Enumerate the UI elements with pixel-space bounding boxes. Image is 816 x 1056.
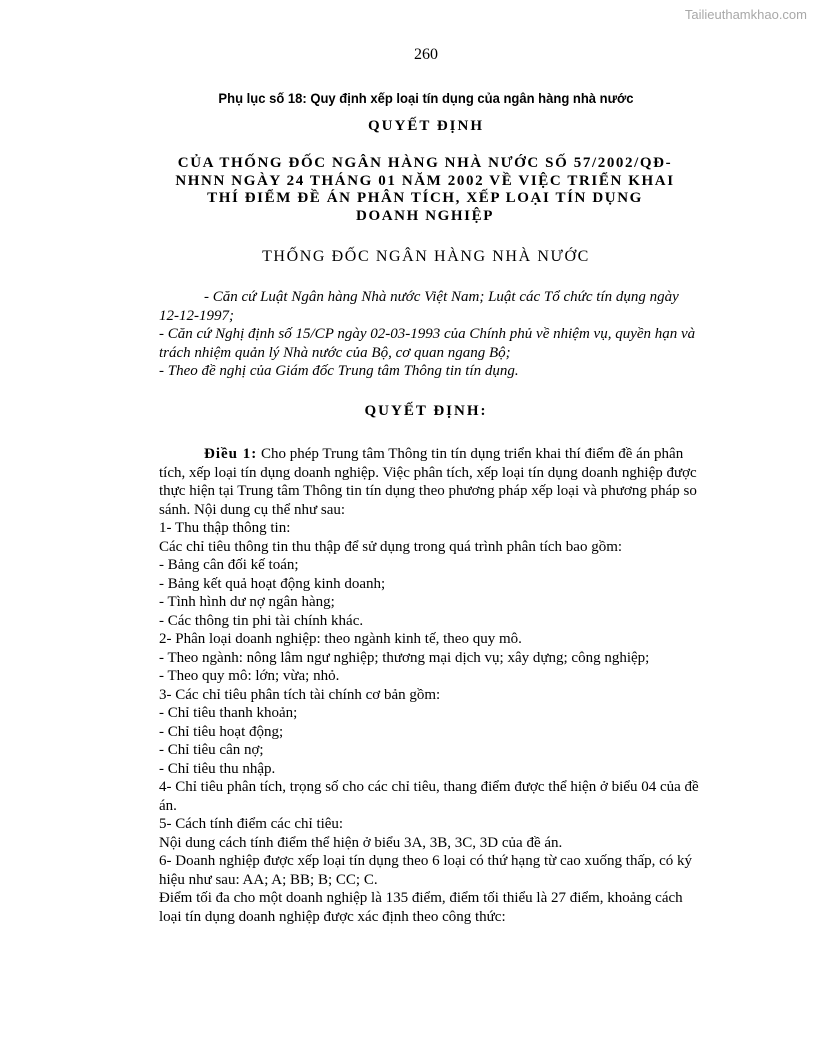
article-text: Cho phép Trung tâm Thông tin tín dụng triển khai thí điểm đề án phân tích, xếp loại tín dụng doanh nghiệp. Việc phân tích, xếp loại tín dụng doanh nghiệp được thực hiện tại Trung tâm Thông tin tín dụng theo phương pháp xếp loại và phương pháp so sánh. Nội dung cụ thể như sau: (159, 446, 697, 518)
body-line: 1- Thu thập thông tin: (159, 520, 291, 536)
preamble-clause: - Căn cứ Nghị định số 15/CP ngày 02-03-1993 của Chính phủ về nhiệm vụ, quyền hạn và trách nhiệm quản lý Nhà nước của Bộ, cơ quan ngang Bộ; (159, 326, 696, 361)
body-line: - Tình hình dư nợ ngân hàng; (159, 594, 335, 610)
body-line: 4- Chỉ tiêu phân tích, trọng số cho các chỉ tiêu, thang điểm được thể hiện ở biểu 04 của đề án. (159, 779, 699, 814)
preamble-clause: - Theo đề nghị của Giám đốc Trung tâm Thông tin tín dụng. (159, 363, 519, 379)
body-line: 3- Các chỉ tiêu phân tích tài chính cơ bản gồm: (159, 686, 441, 703)
preamble-clause: - Căn cứ Luật Ngân hàng Nhà nước Việt Nam; Luật các Tổ chức tín dụng ngày 12-12-1997; (159, 289, 679, 324)
preamble (159, 288, 699, 381)
body-line: Các chỉ tiêu thông tin thu thập để sử dụng trong quá trình phân tích bao gồm: (159, 538, 623, 555)
body-line: - Các thông tin phi tài chính khác. (159, 612, 364, 629)
page-number: 260 (414, 46, 438, 63)
body-line: Điểm tối đa cho một doanh nghiệp là 135 điểm, điểm tối thiểu là 27 điểm, khoảng cách loại tín dụng doanh nghiệp được xác định theo công thức: (159, 890, 683, 925)
title-line: NHNN NGÀY 24 THÁNG 01 NĂM 2002 VỀ VIỆC TRIỂN KHAI (175, 172, 675, 189)
body-line: 2- Phân loại doanh nghiệp: theo ngành kinh tế, theo quy mô. (159, 631, 522, 647)
article-label: Điều 1: (204, 446, 258, 462)
body-line: 5- Cách tính điểm các chỉ tiêu: (159, 816, 344, 832)
title-line: CỦA THỐNG ĐỐC NGÂN HÀNG NHÀ NƯỚC SỐ 57/2002/QĐ- (177, 155, 673, 171)
body-line: Nội dung cách tính điểm thể hiện ở biểu 3A, 3B, 3C, 3D của đề án. (159, 834, 563, 851)
document-title (155, 155, 695, 225)
body-line: - Bảng cân đối kế toán; (159, 557, 299, 573)
body-line: - Chỉ tiêu thu nhập. (159, 760, 276, 777)
body-line: - Chỉ tiêu cân nợ; (159, 742, 264, 758)
body-line: - Chỉ tiêu thanh khoản; (159, 705, 298, 721)
body-line: - Bảng kết quả hoạt động kinh doanh; (159, 575, 386, 592)
body-line: 6- Doanh nghiệp được xếp loại tín dụng theo 6 loại có thứ hạng từ cao xuống thấp, có ký hiệu như sau: AA; A; BB; B; CC; C. (159, 853, 693, 888)
title-line: DOANH NGHIỆP (356, 207, 494, 224)
title-line: THÍ ĐIỂM ĐỀ ÁN PHÂN TÍCH, XẾP LOẠI TÍN DỤNG (207, 190, 643, 206)
decision-body (159, 445, 699, 926)
appendix-title: Phụ lục số 18: Quy định xếp loại tín dụng của ngân hàng nhà nước (218, 90, 634, 106)
article-1-paragraph (159, 445, 699, 519)
watermark-text: Tailieuthamkhao.com (684, 7, 807, 22)
decision-heading-2: QUYẾT ĐỊNH: (364, 403, 488, 419)
decision-heading: QUYẾT ĐỊNH (368, 118, 484, 134)
body-line: - Chỉ tiêu hoạt động; (159, 723, 284, 740)
body-line: - Theo ngành: nông lâm ngư nghiệp; thương mại dịch vụ; xây dựng; công nghiệp; (159, 649, 650, 666)
governor-heading: THỐNG ĐỐC NGÂN HÀNG NHÀ NƯỚC (262, 248, 590, 265)
body-line: - Theo quy mô: lớn; vừa; nhỏ. (159, 668, 340, 684)
